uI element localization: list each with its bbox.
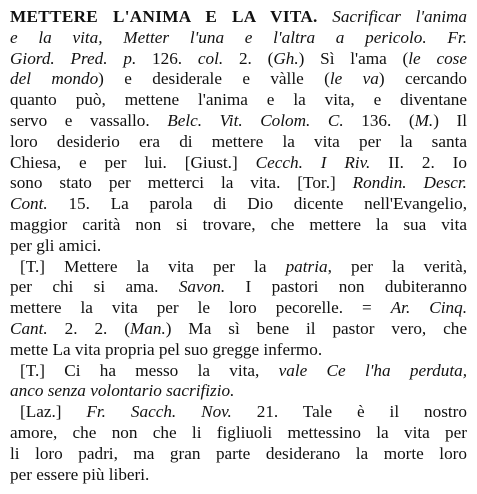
citation-text: le va	[329, 69, 379, 89]
entry-line	[10, 463, 467, 486]
entry-line	[10, 442, 467, 465]
body-text: 21. Tale è il nostro	[231, 402, 467, 422]
citation-text: Rondin. Descr.	[352, 173, 467, 193]
body-text: quanto può, mettene l'anima e la vita, e diventane	[10, 90, 467, 110]
citation-text: Fr. Sacch. Nov.	[86, 402, 232, 422]
entry-line	[10, 192, 467, 215]
entry-line	[10, 67, 467, 90]
citation-text: Belc. Vit. Colom. C.	[167, 111, 344, 130]
body-text: maggior carità non si trovare, che mettere la sua vita	[10, 215, 467, 234]
citation-text: M.	[414, 111, 434, 130]
entry-line	[10, 151, 467, 174]
entry-line	[10, 275, 467, 298]
entry-line	[10, 234, 467, 257]
citation-text: Cont.	[10, 194, 48, 214]
body-text: ) e desiderale e vàlle (	[98, 69, 330, 89]
body-text: ) Ma sì bene il pastor vero, che	[165, 319, 467, 338]
body-text: servo e vassallo.	[10, 111, 168, 130]
body-text: ) Sì l'ama (	[298, 48, 409, 68]
citation-text: Cecch. I Riv.	[255, 152, 371, 172]
entry-line	[20, 400, 467, 423]
citation-text: vale Ce l'ha perduta,	[278, 360, 467, 380]
body-text: Chiesa, e per lui. [Giust.]	[10, 152, 256, 172]
entry-line	[20, 255, 467, 278]
body-text: 15. La parola di Dio dicente nell'Evangelio,	[47, 194, 467, 214]
body-text: 2. (	[223, 48, 274, 68]
body-text: 136. (	[343, 111, 415, 130]
citation-text: anco senza volontario sacrifizio.	[10, 381, 235, 401]
body-text: mette La vita propria pel suo gregge infermo.	[10, 339, 323, 359]
citation-text: col.	[197, 48, 224, 68]
entry-line	[10, 213, 467, 236]
body-text: loro desiderio era di mettere la vita per la santa	[10, 131, 467, 151]
body-text: 126.	[136, 48, 198, 68]
body-text: mettere la vita per le loro pecorelle. =	[10, 298, 391, 318]
body-text: per chi si ama.	[10, 277, 179, 297]
body-text: [T.] Mettere la vita per la	[20, 256, 286, 276]
entry-line	[10, 317, 467, 340]
entry-line	[10, 109, 467, 132]
citation-text: Savon.	[178, 277, 226, 297]
body-text: [Laz.]	[20, 402, 87, 422]
entry-line	[20, 359, 467, 382]
body-text: ) Il	[433, 111, 467, 130]
body-text: amore, che non che li figliuoli mettessino la vita per	[10, 423, 467, 442]
entry-line	[10, 130, 467, 153]
body-text: li loro padri, ma gran parte desiderano la morte loro	[10, 443, 467, 463]
citation-text: Cant.	[10, 319, 48, 338]
citation-text: Sacrificar l'anima	[317, 7, 467, 26]
body-text: II. 2. Io	[370, 152, 467, 172]
citation-text: Ar. Cinq.	[390, 298, 467, 318]
entry-line	[10, 26, 467, 49]
headword: METTERE L'ANIMA E LA VITA.	[10, 7, 318, 26]
body-text: ) cercando	[378, 69, 467, 89]
entry-line	[10, 379, 467, 402]
entry-line	[10, 47, 467, 70]
citation-text: le cose	[408, 48, 467, 68]
entry-line	[10, 296, 467, 319]
body-text: [T.] Ci ha messo la vita,	[20, 360, 279, 380]
citation-text: e la vita, Metter l'una e l'altra a pericolo. Fr.	[10, 27, 467, 47]
citation-text: patria	[285, 256, 328, 276]
citation-text: del mondo	[10, 69, 99, 89]
body-text: 2. 2. (	[47, 319, 130, 338]
entry-line	[10, 171, 467, 194]
body-text: per essere più liberi.	[10, 464, 150, 484]
citation-text: Giord. Pred. p.	[10, 48, 137, 68]
body-text: sono stato per metterci la vita. [Tor.]	[10, 173, 353, 193]
body-text: I pastori non dubiteranno	[225, 277, 467, 297]
citation-text: Gh.	[273, 48, 299, 68]
body-text: per gli amici.	[10, 235, 102, 255]
entry-line	[10, 5, 467, 28]
entry-line	[10, 338, 467, 361]
entry-line	[10, 88, 467, 111]
citation-text: Man.	[129, 319, 166, 338]
body-text: , per la verità,	[327, 256, 467, 276]
entry-line	[10, 421, 467, 444]
